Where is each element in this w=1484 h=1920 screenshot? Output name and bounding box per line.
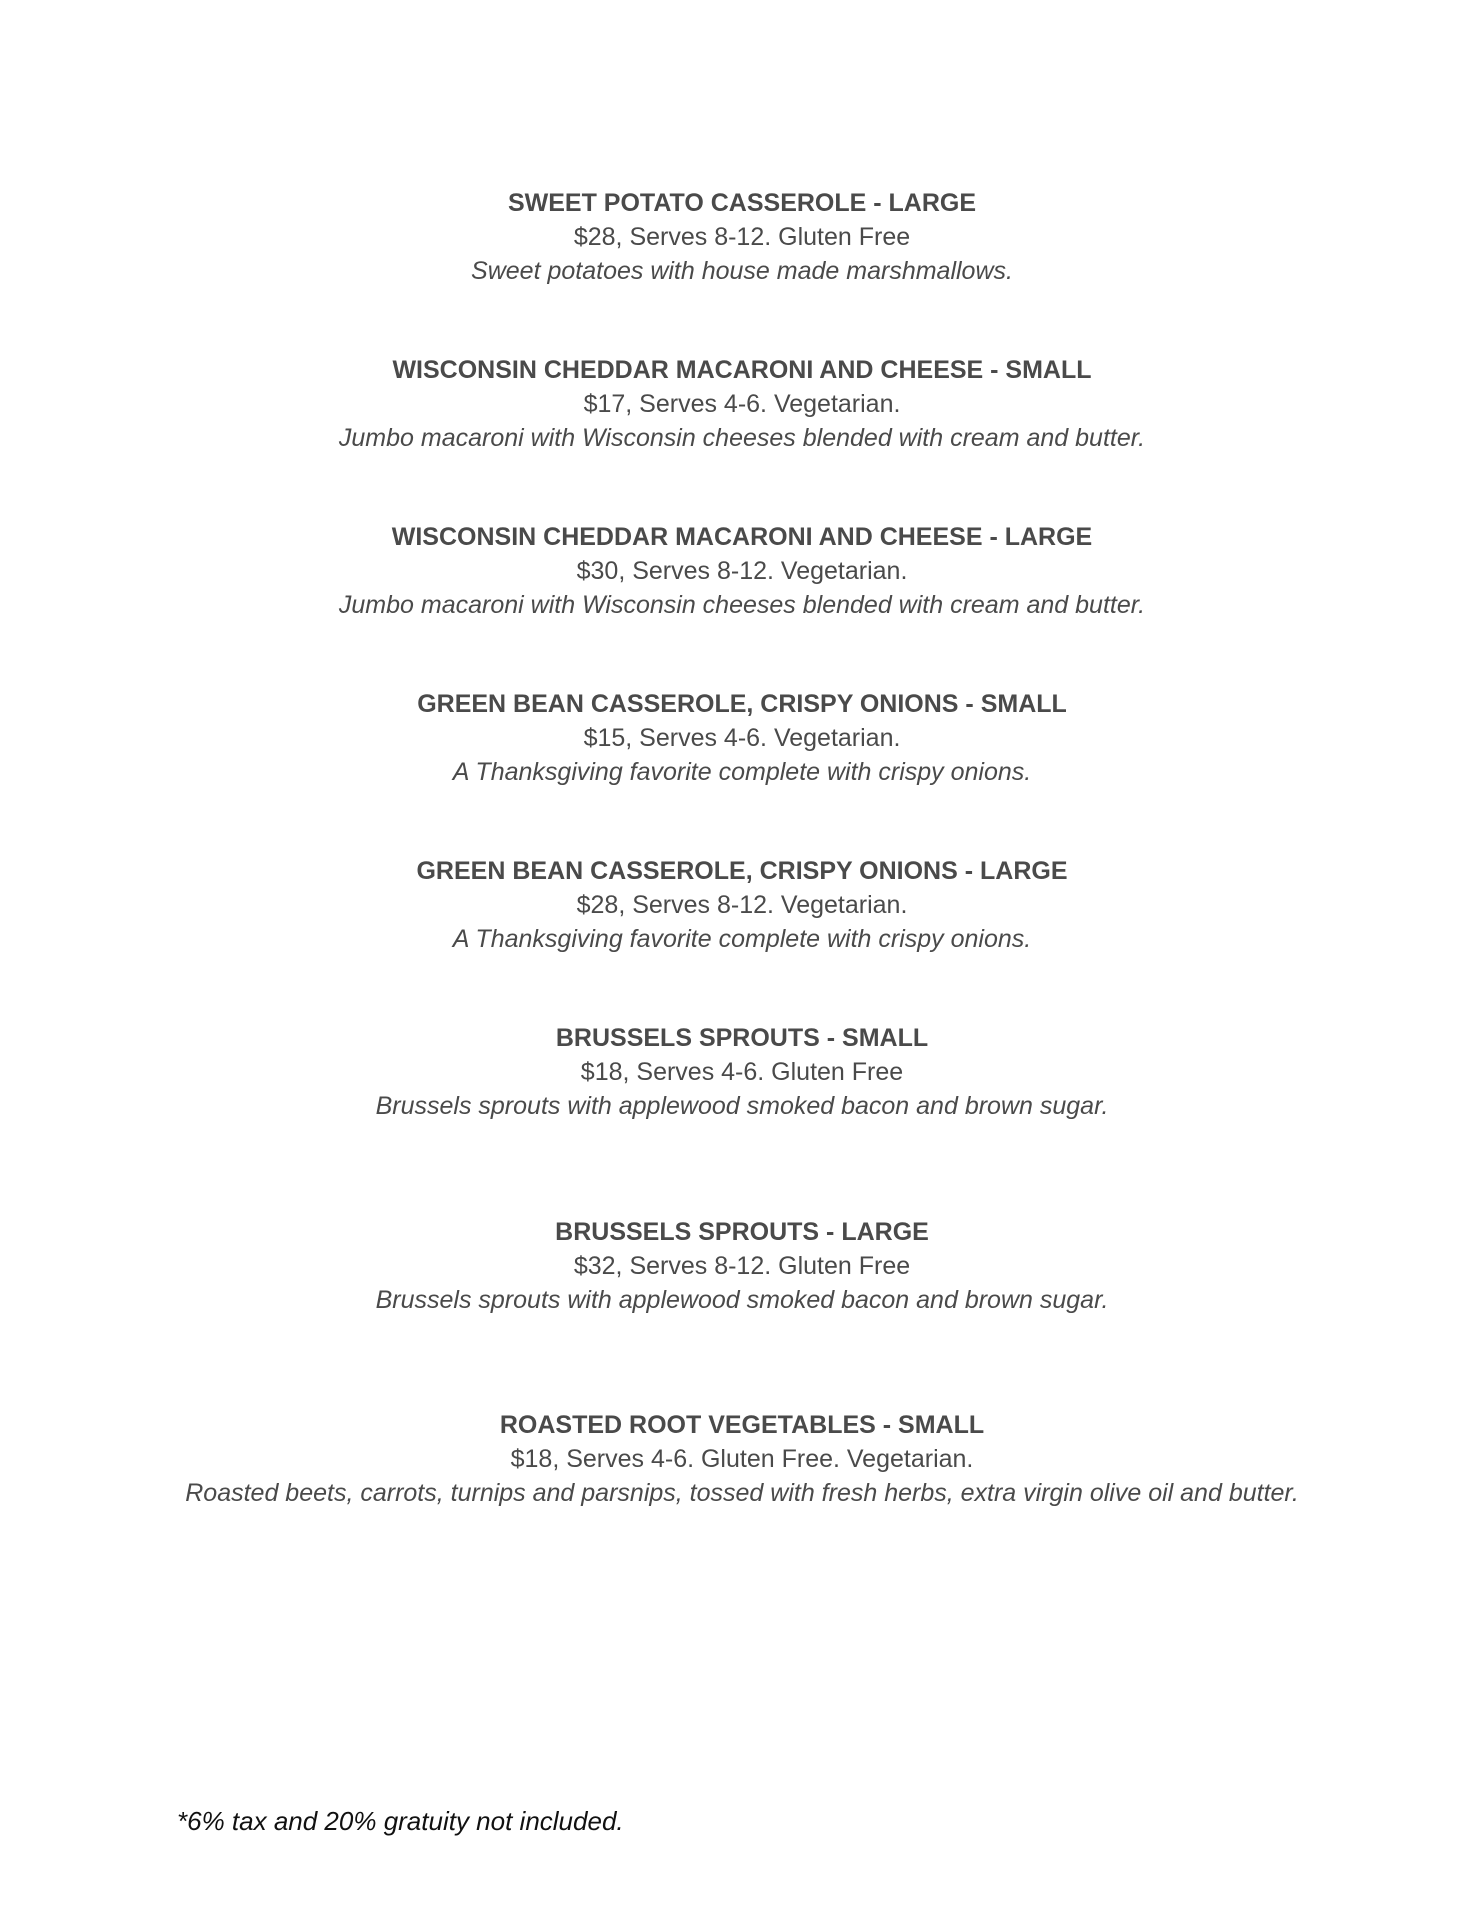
menu-item — [150, 1021, 1334, 1123]
menu-item — [150, 353, 1334, 455]
menu-item — [150, 1408, 1334, 1510]
item-price-serves: $28, Serves 8-12. Gluten Free — [573, 223, 911, 251]
item-price-serves: $28, Serves 8-12. Vegetarian. — [576, 891, 908, 919]
item-description: Jumbo macaroni with Wisconsin cheeses blended with cream and butter. — [338, 424, 1146, 452]
item-description: A Thanksgiving favorite complete with crispy onions. — [452, 758, 1032, 786]
item-description: Sweet potatoes with house made marshmallows. — [471, 257, 1013, 285]
item-description: Brussels sprouts with applewood smoked bacon and brown sugar. — [375, 1092, 1109, 1120]
item-title: BRUSSELS SPROUTS - SMALL — [555, 1024, 929, 1052]
menu-item — [150, 687, 1334, 789]
item-description: Roasted beets, carrots, turnips and parsnips, tossed with fresh herbs, extra virgin olive oil and butter. — [185, 1479, 1299, 1507]
item-title: WISCONSIN CHEDDAR MACARONI AND CHEESE - SMALL — [392, 356, 1092, 384]
item-price-serves: $30, Serves 8-12. Vegetarian. — [576, 557, 908, 585]
item-title: WISCONSIN CHEDDAR MACARONI AND CHEESE - LARGE — [391, 523, 1093, 551]
tax-gratuity-note: *6% tax and 20% gratuity not included. — [177, 1806, 624, 1836]
item-description: A Thanksgiving favorite complete with crispy onions. — [452, 925, 1032, 953]
item-title: BRUSSELS SPROUTS - LARGE — [555, 1218, 929, 1246]
menu-item — [150, 520, 1334, 622]
item-price-serves: $18, Serves 4-6. Gluten Free — [580, 1058, 904, 1086]
item-price-serves: $15, Serves 4-6. Vegetarian. — [583, 724, 901, 752]
item-description: Brussels sprouts with applewood smoked bacon and brown sugar. — [375, 1286, 1109, 1314]
item-description: Jumbo macaroni with Wisconsin cheeses blended with cream and butter. — [338, 591, 1146, 619]
menu-item — [150, 854, 1334, 956]
menu-item — [150, 186, 1334, 288]
item-title: GREEN BEAN CASSEROLE, CRISPY ONIONS - LARGE — [416, 857, 1068, 885]
item-price-serves: $32, Serves 8-12. Gluten Free — [573, 1252, 911, 1280]
item-title: GREEN BEAN CASSEROLE, CRISPY ONIONS - SMALL — [417, 690, 1067, 718]
menu-item — [150, 1215, 1334, 1317]
item-price-serves: $18, Serves 4-6. Gluten Free. Vegetarian. — [510, 1445, 974, 1473]
item-price-serves: $17, Serves 4-6. Vegetarian. — [583, 390, 901, 418]
item-title: ROASTED ROOT VEGETABLES - SMALL — [499, 1411, 985, 1439]
item-title: SWEET POTATO CASSEROLE - LARGE — [507, 189, 977, 217]
